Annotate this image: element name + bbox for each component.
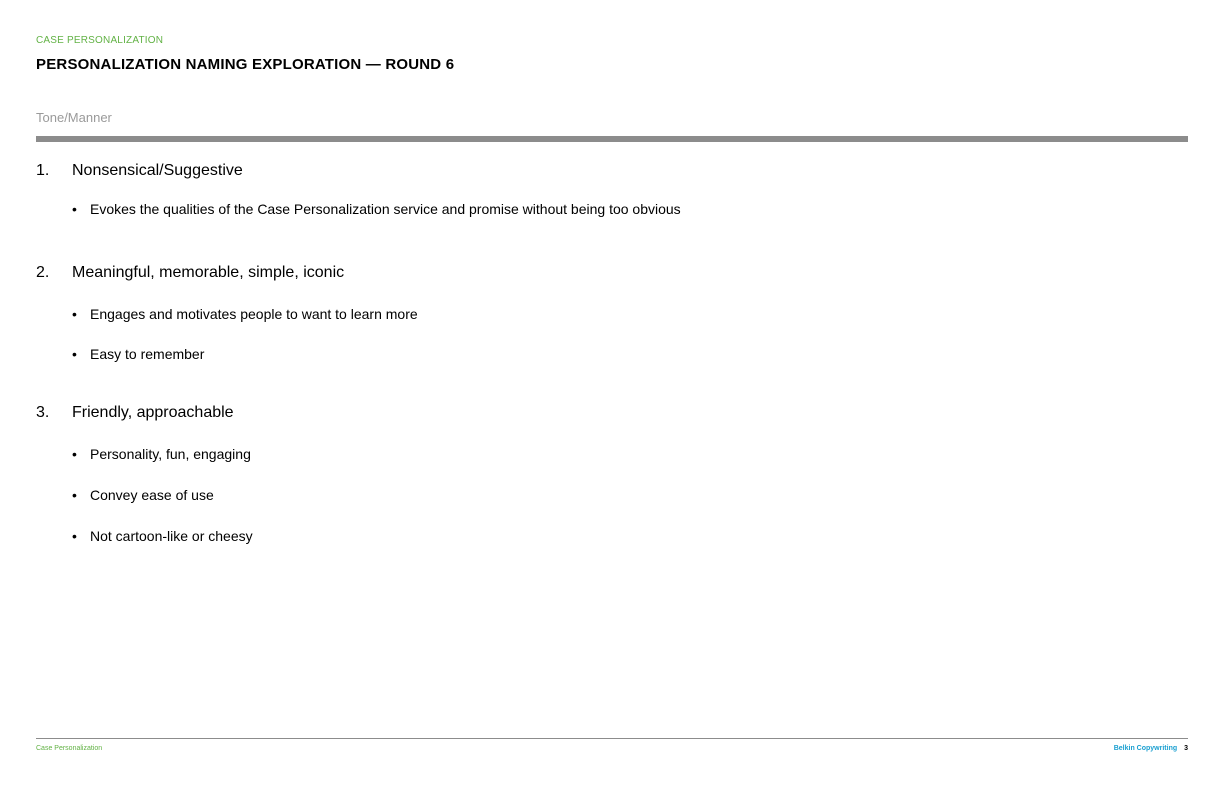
bullet-dot: • [72,201,77,217]
bullet-text: Not cartoon-like or cheesy [90,528,253,544]
bullet-dot: • [72,528,77,544]
page-title: PERSONALIZATION NAMING EXPLORATION — ROUND 6 [36,56,455,73]
page-number: 3 [1184,745,1188,752]
criterion-number: 1. [36,162,50,179]
criterion-heading: Nonsensical/Suggestive [72,162,243,179]
section-divider [36,136,1188,142]
bullet-dot: • [72,487,77,503]
bullet-dot: • [72,446,77,462]
section-label: Tone/Manner [36,110,112,125]
criterion-number: 2. [36,264,50,281]
footer-divider [36,738,1188,739]
footer-brand: Belkin Copywriting [1113,745,1178,752]
bullet-text: Easy to remember [90,346,205,362]
bullet-dot: • [72,306,77,322]
criterion-heading: Meaningful, memorable, simple, iconic [72,264,345,281]
bullet-dot: • [72,346,77,362]
criterion-heading: Friendly, approachable [72,404,234,421]
criterion-number: 3. [36,404,50,421]
bullet-text: Convey ease of use [90,487,214,503]
footer-left-label: Case Personalization [36,745,103,752]
footer-right [1114,745,1188,752]
eyebrow-label: CASE PERSONALIZATION [36,35,164,46]
bullet-text: Engages and motivates people to want to learn more [90,306,418,322]
bullet-text: Evokes the qualities of the Case Personalization service and promise without being too obvious [90,201,681,217]
bullet-text: Personality, fun, engaging [90,446,251,462]
